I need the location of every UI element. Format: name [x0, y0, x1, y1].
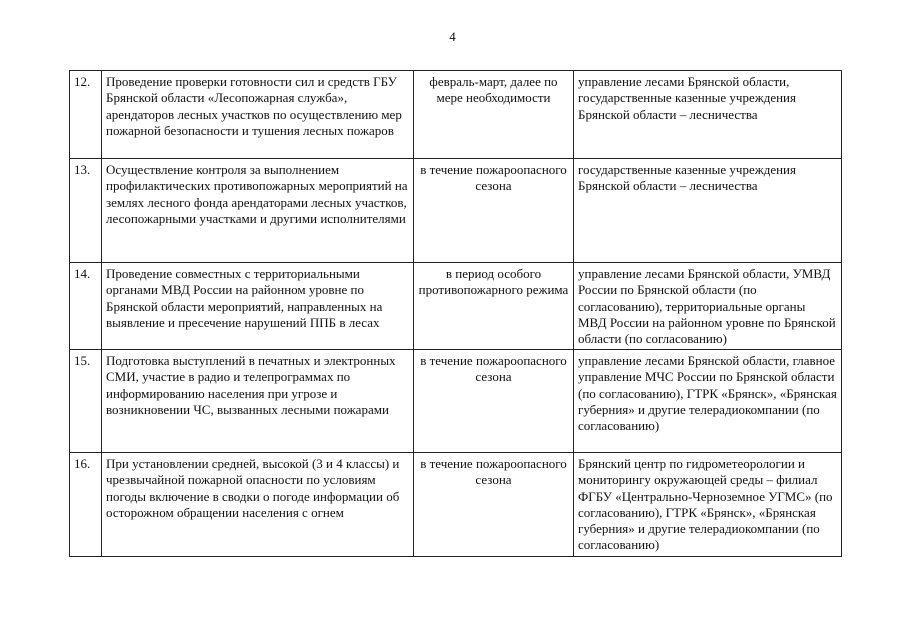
term-cell: в течение пожароопасного сезона — [414, 453, 574, 557]
term-cell: в период особого противопожарного режима — [414, 263, 574, 350]
table-row — [70, 71, 842, 159]
activity-cell: При установлении средней, высокой (3 и 4 классы) и чрезвычайной пожарной опасности по условиям погоды включение в сводки о погоде информации об осторожном обращении населения с огнем — [102, 453, 414, 557]
activity-cell: Подготовка выступлений в печатных и электронных СМИ, участие в радио и телепрограммах по информированию населения при угрозе и возникновении ЧС, вызванных лесными пожарами — [102, 350, 414, 453]
responsible-cell: государственные казенные учреждения Брянской области – лесничества — [574, 159, 842, 263]
responsible-cell: управление лесами Брянской области, государственные казенные учреждения Брянской области – лесничества — [574, 71, 842, 159]
table-row — [70, 159, 842, 263]
term-cell: в течение пожароопасного сезона — [414, 159, 574, 263]
page-number: 4 — [449, 29, 456, 44]
term-cell: в течение пожароопасного сезона — [414, 350, 574, 453]
row-number: 12. — [70, 71, 102, 159]
row-number: 16. — [70, 453, 102, 557]
activity-cell: Проведение проверки готовности сил и средств ГБУ Брянской области «Лесопожарная служба», арендаторов лесных участков по осуществлению мер пожарной безопасности и тушения лесных пожаров — [102, 71, 414, 159]
row-number: 14. — [70, 263, 102, 350]
row-number: 13. — [70, 159, 102, 263]
activity-cell: Осуществление контроля за выполнением профилактических противопожарных мероприятий на землях лесного фонда арендаторами лесных участков, лесопожарными участками и другими исполнителями — [102, 159, 414, 263]
table-row — [70, 350, 842, 453]
responsible-cell: управление лесами Брянской области, главное управление МЧС России по Брянской области (по согласованию), ГТРК «Брянск», «Брянская губерния» и другие телерадиокомпании (по согласованию) — [574, 350, 842, 453]
measures-table — [69, 70, 842, 557]
row-number: 15. — [70, 350, 102, 453]
table-row — [70, 263, 842, 350]
activity-cell: Проведение совместных с территориальными органами МВД России на районном уровне по Брянской области мероприятий, направленных на выявление и пресечение нарушений ППБ в лесах — [102, 263, 414, 350]
responsible-cell: управление лесами Брянской области, УМВД России по Брянской области (по согласованию), территориальные органы МВД России на районном уровне по Брянской области (по согласованию) — [574, 263, 842, 350]
term-cell: февраль-март, далее по мере необходимости — [414, 71, 574, 159]
responsible-cell: Брянский центр по гидрометеорологии и мониторингу окружающей среды – филиал ФГБУ «Центрально-Черноземное УГМС» (по согласованию), ГТРК «Брянск», «Брянская губерния» и другие телерадиокомпании (по согласованию) — [574, 453, 842, 557]
table-row — [70, 453, 842, 557]
